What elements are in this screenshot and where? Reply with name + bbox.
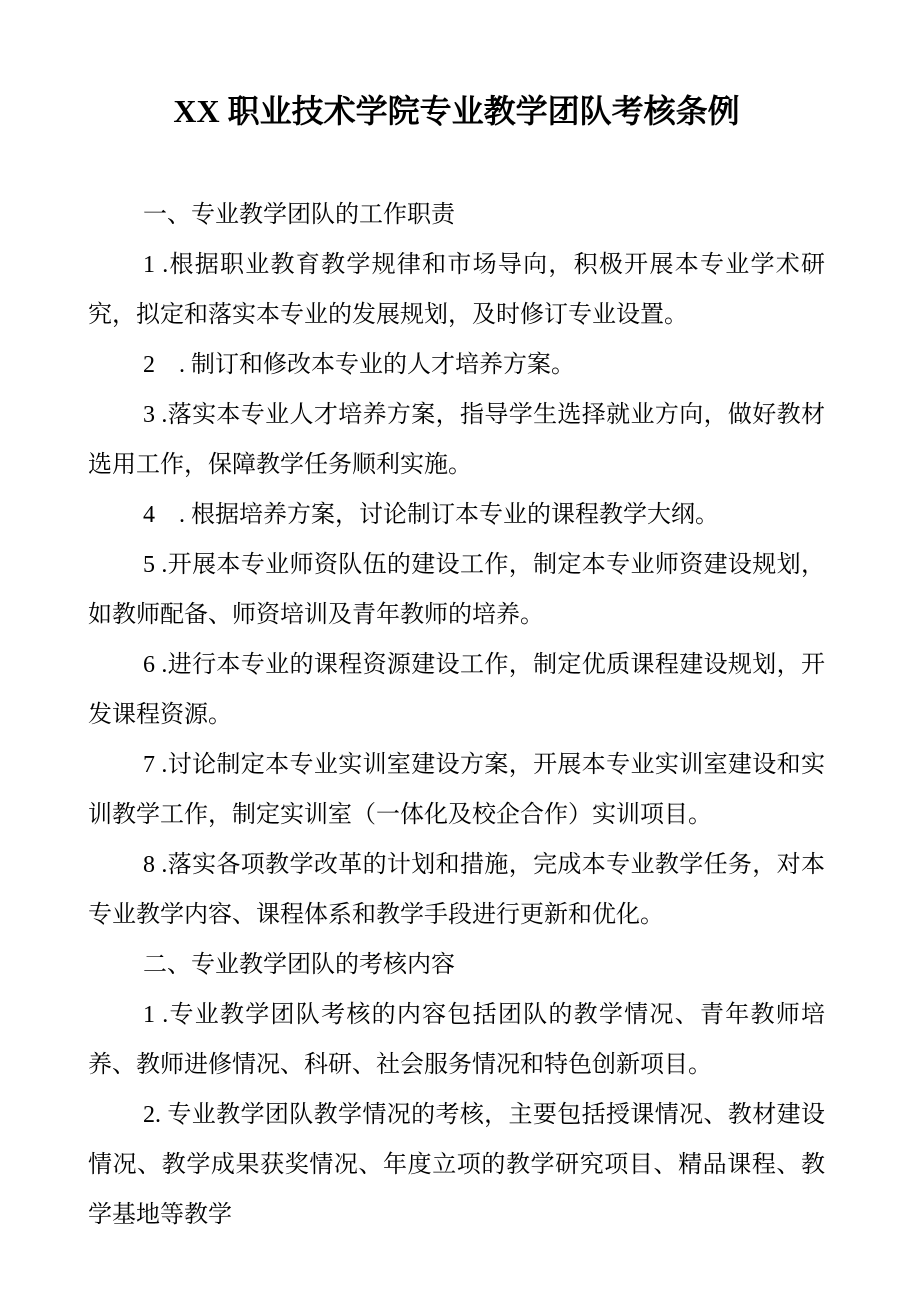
- paragraph: 4 . 根据培养方案，讨论制订本专业的课程教学大纲。: [143, 502, 719, 528]
- paragraph: 3 .落实本专业人才培养方案，指导学生选择就业方向，做好教材选用工作，保障教学任务顺利实施。: [88, 402, 825, 478]
- document-title: XX 职业技术学院专业教学团队考核条例: [173, 93, 740, 129]
- paragraph: 5 .开展本专业师资队伍的建设工作，制定本专业师资建设规划，如教师配备、师资培训及青年教师的培养。: [88, 552, 825, 628]
- paragraph: 8 .落实各项教学改革的计划和措施，完成本专业教学任务，对本专业教学内容、课程体系和教学手段进行更新和优化。: [88, 852, 825, 928]
- paragraph: 2. 专业教学团队教学情况的考核，主要包括授课情况、教材建设情况、教学成果获奖情况、年度立项的教学研究项目、精品课程、教学基地等教学: [88, 1102, 825, 1228]
- paragraph: 6 .进行本专业的课程资源建设工作，制定优质课程建设规划，开发课程资源。: [88, 652, 825, 728]
- document-body: [88, 190, 825, 1240]
- paragraph: 2 . 制订和修改本专业的人才培养方案。: [143, 352, 575, 378]
- paragraph: 1 .专业教学团队考核的内容包括团队的教学情况、青年教师培养、教师进修情况、科研、社会服务情况和特色创新项目。: [88, 1002, 825, 1078]
- paragraph: 7 .讨论制定本专业实训室建设方案，开展本专业实训室建设和实训教学工作，制定实训室（一体化及校企合作）实训项目。: [88, 752, 825, 828]
- section-heading: 一、专业教学团队的工作职责: [143, 202, 455, 228]
- section-heading: 二、专业教学团队的考核内容: [143, 952, 455, 978]
- paragraph: 1 .根据职业教育教学规律和市场导向，积极开展本专业学术研究，拟定和落实本专业的发展规划，及时修订专业设置。: [88, 252, 825, 328]
